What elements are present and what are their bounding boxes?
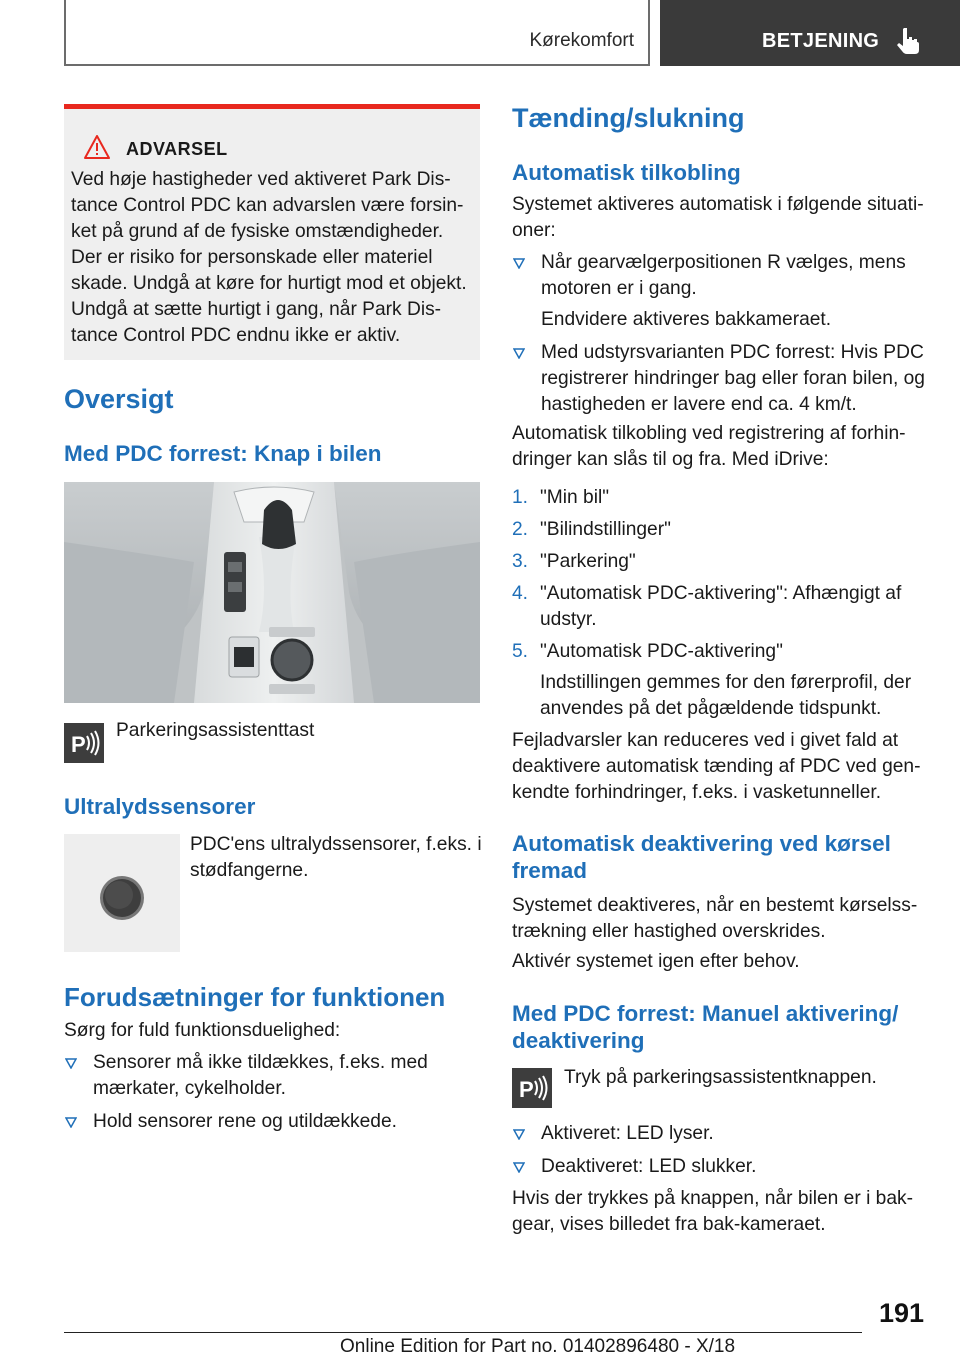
heading-taending: Tænding/slukning [512, 103, 745, 133]
list-item: Aktiveret: LED lyser. [512, 1121, 928, 1147]
auto-intro: Systemet aktiveres automatisk i følgende situati- oner: [512, 194, 924, 241]
list-item: 2. "Bilindstillinger" [512, 519, 671, 540]
warning-title: ADVARSEL [126, 139, 228, 159]
list-item: Deaktiveret: LED slukker. [512, 1154, 928, 1180]
forud-intro: Sørg for fuld funktionsduelighed: [64, 1020, 341, 1041]
ultra-text: PDC'ens ultralydssensorer, f.eks. i stødfangerne. [190, 834, 482, 881]
list-item: 4. "Automatisk PDC-aktivering": Afhængigt af udstyr. [512, 583, 902, 630]
auto-bullet-list [512, 250, 928, 425]
parking-assistant-button-icon-2 [512, 1068, 552, 1108]
heading-ultralydssensorer: Ultralydssensorer [64, 794, 256, 819]
heading-forudsaetninger: Forudsætninger for funktionen [64, 982, 446, 1012]
list-item: 3. "Parkering" [512, 551, 636, 572]
heading-oversigt: Oversigt [64, 384, 174, 414]
triangle-bullet-icon [65, 1117, 77, 1128]
warning-box [64, 104, 480, 360]
list-item: Med udstyrsvarianten PDC forrest: Hvis PDC registrerer hindringer bag eller foran bilen, og hastigheden er lavere end ca. 4 km/t. [512, 340, 928, 418]
sensor-image [64, 834, 180, 952]
idrive-steps [512, 485, 928, 728]
svg-text:P: P [71, 732, 86, 757]
heading-knap-i-bilen: Med PDC forrest: Knap i bilen [64, 441, 382, 466]
page-number: 191 [878, 1298, 924, 1328]
forud-bullet-list [64, 1050, 480, 1142]
manuel-press: Tryk på parkeringsassistentknappen. [564, 1067, 877, 1088]
heading-manuel-aktivering: Med PDC forrest: Manuel aktivering/ deaktivering [512, 1001, 899, 1053]
list-item: Sensorer må ikke tildækkes, f.eks. med mærkater, cykelholder. [64, 1050, 480, 1102]
button-caption: Parkeringsassistenttast [116, 720, 315, 741]
svg-text:P: P [519, 1077, 534, 1102]
footer-divider [64, 1332, 862, 1333]
list-item: Hold sensorer rene og utildækkede. [64, 1109, 480, 1135]
list-item: 1. "Min bil" [512, 487, 610, 508]
triangle-bullet-icon [513, 258, 525, 269]
header-chapter-label: BETJENING [762, 30, 880, 52]
heading-auto-tilkobling: Automatisk tilkobling [512, 160, 741, 185]
parking-assistant-button-icon [64, 723, 104, 763]
fejl-para: Fejladvarsler kan reduceres ved i givet fald at deaktivere automatisk tænding af PDC ved gen- kendte forhindringer, f.eks. i vasketunneller. [512, 730, 921, 803]
list-item: 5. "Automatisk PDC-aktivering" Indstillingen gemmes for den førerprofil, der anvendes på det pågældende tidspunkt. [512, 641, 912, 719]
footer-edition: Online Edition for Part no. 01402896480 - X/18 [340, 1336, 736, 1357]
list-item: Når gearvælgerpositionen R vælges, mens motoren er i gang. Endvidere aktiveres bakkameraet. [512, 250, 928, 333]
header-section-tab [64, 0, 650, 66]
center-console-image [64, 482, 480, 703]
triangle-bullet-icon [513, 1129, 525, 1140]
warning-text: Ved høje hastigheder ved aktiveret Park Dis- tance Control PDC kan advarslen være forsin- ket på grund af de fysiske omstændigheder. Der er risiko for personskade eller materiel skade. Undgå at køre for hurtigt mod et objekt. Undgå at sætte hurtigt i gang, når Park Dis- tance Control PDC endnu ikke er aktiv. [71, 169, 467, 346]
triangle-bullet-icon [513, 1162, 525, 1173]
warning-triangle-icon [84, 135, 110, 159]
final-para: Hvis der trykkes på knappen, når bilen er i bak- gear, vises billedet fra bak-kameraet. [512, 1188, 913, 1235]
pointing-hand-icon [895, 26, 921, 54]
triangle-bullet-icon [513, 348, 525, 359]
header-section-label: Kørekomfort [529, 30, 634, 51]
triangle-bullet-icon [65, 1058, 77, 1069]
deakt-para2: Aktivér systemet igen efter behov. [512, 951, 800, 972]
auto-para: Automatisk tilkobling ved registrering af forhin- dringer kan slås til og fra. Med iDrive: [512, 423, 906, 470]
deakt-para: Systemet deaktiveres, når en bestemt kørselss- trækning eller hastighed overskrides. [512, 895, 918, 942]
heading-auto-deaktivering: Automatisk deaktivering ved kørsel fremad [512, 831, 891, 883]
manuel-bullet-list [512, 1121, 928, 1187]
